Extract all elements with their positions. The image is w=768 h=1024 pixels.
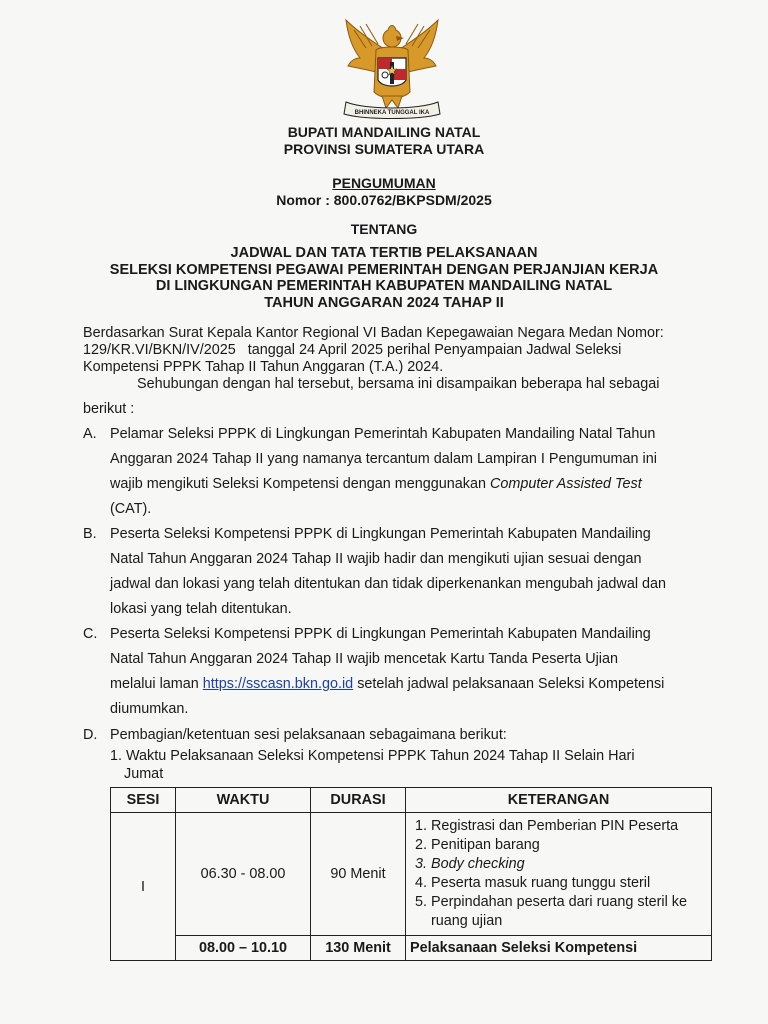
sscasn-link[interactable]: https://sscasn.bkn.go.id bbox=[202, 676, 354, 692]
item-line-text: setelah jadwal pelaksanaan Seleksi Kompetensi bbox=[357, 676, 665, 692]
list-item: 4. Peserta masuk ruang tunggu steril bbox=[431, 874, 710, 893]
item-label: D. bbox=[83, 727, 98, 743]
intro-line: 129/KR.VI/BKN/IV/2025 tanggal 24 April 2025 perihal Penyampaian Jadwal Seleksi bbox=[83, 342, 622, 358]
intro-paragraph-1 bbox=[83, 325, 712, 376]
sub-item-line: Jumat bbox=[124, 766, 164, 782]
column-header-waktu: WAKTU bbox=[176, 788, 311, 813]
list-item: 5. Perpindahan peserta dari ruang steril ke ruang ujian bbox=[431, 893, 710, 931]
issuer-line-1: BUPATI MANDAILING NATAL bbox=[287, 124, 481, 140]
item-line: Natal Tahun Anggaran 2024 Tahap II wajib hadir dan mengikuti ujian sesuai dengan bbox=[110, 551, 642, 567]
cell-durasi: 90 Menit bbox=[311, 813, 406, 936]
item-line: Pelamar Seleksi PPPK di Lingkungan Pemerintah Kabupaten Mandailing Natal Tahun bbox=[110, 426, 656, 442]
list-item: 3. Body checking bbox=[431, 855, 710, 874]
column-header-sesi: SESI bbox=[111, 788, 176, 813]
title-line: JADWAL DAN TATA TERTIB PELAKSANAAN bbox=[230, 245, 538, 261]
table-header-row bbox=[111, 788, 712, 813]
item-label: A. bbox=[83, 426, 97, 442]
document-title bbox=[0, 245, 768, 311]
document-type: PENGUMUMAN bbox=[332, 175, 436, 191]
sub-item-line: 1. Waktu Pelaksanaan Seleksi Kompetensi PPPK Tahun 2024 Tahap II Selain Hari bbox=[110, 748, 635, 764]
cat-italic-term: Computer Assisted Test bbox=[490, 476, 642, 492]
column-header-durasi: DURASI bbox=[311, 788, 406, 813]
item-line: Natal Tahun Anggaran 2024 Tahap II wajib mencetak Kartu Tanda Peserta Ujian bbox=[110, 651, 619, 667]
document-number: Nomor : 800.0762/BKPSDM/2025 bbox=[276, 192, 492, 208]
about-label: TENTANG bbox=[350, 221, 418, 237]
item-line: diumumkan. bbox=[110, 701, 189, 717]
intro-line: Berdasarkan Surat Kepala Kantor Regional VI Badan Kepegawaian Negara Medan Nomor: bbox=[83, 325, 664, 341]
item-line-text: melalui laman bbox=[110, 676, 199, 692]
table-row bbox=[111, 813, 712, 936]
title-line: SELEKSI KOMPETENSI PEGAWAI PEMERINTAH DENGAN PERJANJIAN KERJA bbox=[109, 261, 659, 278]
notes-list bbox=[407, 817, 710, 931]
intro-line: Sehubungan dengan hal tersebut, bersama ini disampaikan beberapa hal sebagai bbox=[137, 376, 660, 392]
item-text bbox=[110, 522, 712, 622]
sub-item-1 bbox=[110, 747, 712, 783]
list-item: 2. Penitipan barang bbox=[431, 836, 710, 855]
list-item: 1. Registrasi dan Pemberian PIN Peserta bbox=[431, 817, 710, 836]
item-line: jadwal dan lokasi yang telah ditentukan dan tidak diperkenankan mengubah jadwal dan bbox=[110, 576, 667, 592]
cell-durasi: 130 Menit bbox=[311, 936, 406, 961]
issuer-line-2: PROVINSI SUMATERA UTARA bbox=[283, 141, 485, 157]
item-line bbox=[110, 472, 712, 497]
title-line: TAHUN ANGGARAN 2024 TAHAP II bbox=[264, 294, 504, 311]
item-line: Anggaran 2024 Tahap II yang namanya tercantum dalam Lampiran I Pengumuman ini bbox=[110, 451, 657, 467]
table-row bbox=[111, 936, 712, 961]
item-text bbox=[110, 622, 712, 722]
svg-text:BHINNEKA TUNGGAL IKA: BHINNEKA TUNGGAL IKA bbox=[354, 110, 430, 116]
cell-keterangan bbox=[406, 813, 712, 936]
item-text bbox=[110, 422, 712, 522]
item-line: Peserta Seleksi Kompetensi PPPK di Lingkungan Pemerintah Kabupaten Mandailing bbox=[110, 526, 651, 542]
item-label: B. bbox=[83, 526, 97, 542]
cell-keterangan: Pelaksanaan Seleksi Kompetensi bbox=[406, 936, 712, 961]
intro-line: Kompetensi PPPK Tahap II Tahun Anggaran (T.A.) 2024. bbox=[83, 359, 444, 375]
item-label: C. bbox=[83, 626, 98, 642]
schedule-table bbox=[110, 787, 712, 961]
cell-sesi: I bbox=[111, 813, 176, 961]
title-line: DI LINGKUNGAN PEMERINTAH KABUPATEN MANDAILING NATAL bbox=[155, 278, 613, 294]
item-line: lokasi yang telah ditentukan. bbox=[110, 601, 292, 617]
item-text bbox=[110, 723, 712, 748]
item-line bbox=[110, 672, 712, 697]
item-line: Pembagian/ketentuan sesi pelaksanaan sebagaimana berikut: bbox=[110, 727, 507, 743]
item-line: (CAT). bbox=[110, 501, 152, 517]
intro-line: berikut : bbox=[83, 401, 135, 417]
item-line: Peserta Seleksi Kompetensi PPPK di Lingkungan Pemerintah Kabupaten Mandailing bbox=[110, 626, 651, 642]
garuda-emblem-icon bbox=[336, 14, 448, 122]
item-line-text: wajib mengikuti Seleksi Kompetensi dengan menggunakan bbox=[110, 476, 486, 492]
cell-waktu: 06.30 - 08.00 bbox=[176, 813, 311, 936]
cell-waktu: 08.00 – 10.10 bbox=[176, 936, 311, 961]
intro-paragraph-2 bbox=[83, 376, 712, 418]
column-header-keterangan: KETERANGAN bbox=[406, 788, 712, 813]
